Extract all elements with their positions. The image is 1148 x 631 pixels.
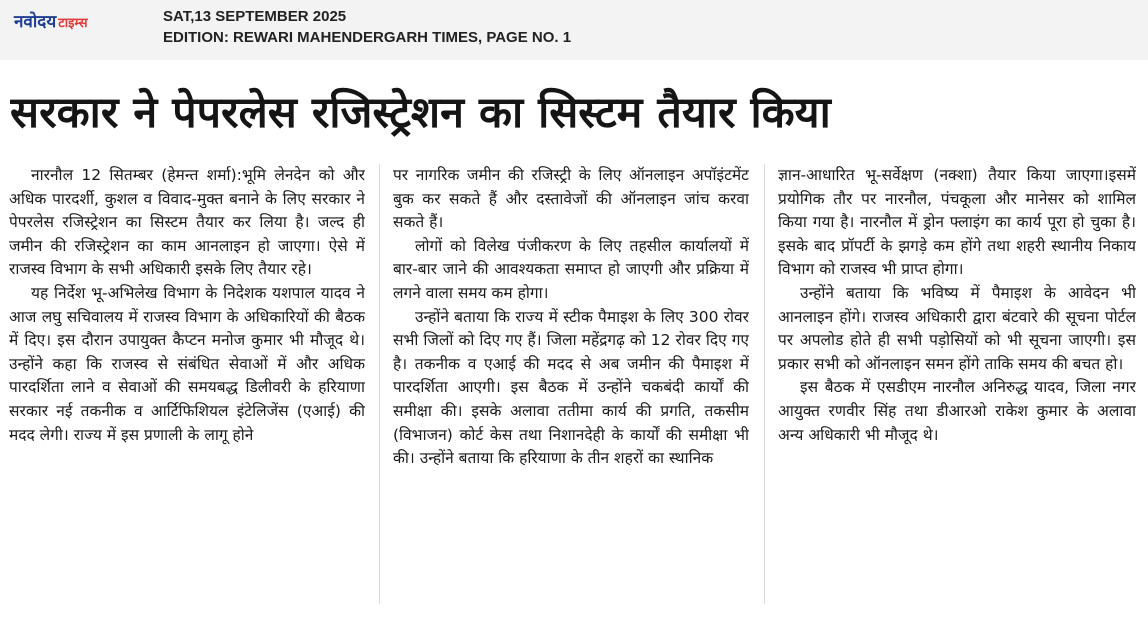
logo-main-text: नवोदय — [14, 12, 57, 32]
edition-header — [0, 0, 1148, 60]
paragraph: उन्होंने बताया कि राज्य में स्टीक पैमाइश के लिए 300 रोवर सभी जिलों को दिए गए हैं। जिला महेंद्रगढ़ को 12 रोवर दिए गए है। तकनीक व एआई की मदद से अब जमीन की पैमाइश में पारदर्शिता आएगी। इस बैठक में उन्होंने चकबंदी कार्यों की समीक्षा की। इसके अलावा ततीमा कार्य की प्रगति, तकसीम (विभाजन) कोर्ट केस तथा निशानदेही के कार्यों की समीक्षा भी की। उन्होंने बताया कि हरियाणा के तीन शहरों का स्थानिक — [393, 307, 749, 468]
logo-sub-text: टाइम्स — [58, 16, 88, 31]
paragraph: पर नागरिक जमीन की रजिस्ट्री के लिए ऑनलाइन अपॉइंटमेंट बुक कर सकते हैं और दस्तावेजों की ऑनलाइन जांच करवा सकते हैं। — [393, 166, 749, 232]
article-headline: सरकार ने पेपरलेस रजिस्ट्रेशन का सिस्टम तैयार किया — [10, 88, 831, 138]
column-divider — [379, 164, 380, 604]
edition-info: EDITION: REWARI MAHENDERGARH TIMES, PAGE NO. 1 — [163, 29, 572, 46]
paragraph: यह निर्देश भू-अभिलेख विभाग के निदेशक यशपाल यादव ने आज लघु सचिवालय में राजस्व विभाग के अधिकारियों की बैठक में दिए। इस दौरान उपायुक्त कैप्टन मनोज कुमार भी मौजूद थे। उन्होंने कहा कि राजस्व से संबंधित सेवाओं में और अधिक पारदर्शिता लाने व सेवाओं की समयबद्ध डिलीवरी के हरियाणा सरकार नई तकनीक व आर्टिफिशियल इंटेलिजेंस (एआई) की मदद लेगी। राज्य में इस प्रणाली के लागू होने — [9, 283, 365, 444]
paragraph: लोगों को विलेख पंजीकरण के लिए तहसील कार्यालयों में बार-बार जाने की आवश्यकता समाप्त हो जाएगी और प्रक्रिया में लगने वाला समय कम होगा। — [393, 236, 749, 302]
paragraph: उन्होंने बताया कि भविष्य में पैमाइश के आवेदन भी आनलाइन होंगे। राजस्व अधिकारी द्वारा बंटवारे की सूचना पोर्टल पर अपलोड होते ही सभी पड़ोसियों को भी सूचना जाएगी। इस प्रकार सभी को ऑनलाइन समन होंगे ताकि समय की बचत हो। — [778, 283, 1136, 373]
paragraph: ज्ञान-आधारित भू-सर्वेक्षण (नक्शा) तैयार किया जाएगा।इसमें प्रयोगिक तौर पर नारनौल, पंचकूला और मानेसर को शामिल किया गया है। नारनौल में ड्रोन फ्लाइंग का कार्य पूरा हो चुका है। इसके बाद प्रॉपर्टी के झगड़े कम होंगे तथा शहरी स्थानीय निकाय विभाग को राजस्व भी प्राप्त होगा। — [778, 166, 1136, 279]
paragraph: इस बैठक में एसडीएम नारनौल अनिरुद्ध यादव, जिला नगर आयुक्त रणवीर सिंह तथा डीआरओ राकेश कुमार के अलावा अन्य अधिकारी भी मौजूद थे। — [778, 378, 1136, 444]
column-divider — [764, 164, 765, 604]
edition-date: SAT,13 SEPTEMBER 2025 — [163, 8, 347, 25]
paragraph: नारनौल 12 सितम्बर (हेमन्त शर्मा):भूमि लेनदेन को और अधिक पारदर्शी, कुशल व विवाद-मुक्त बनाने के लिए सरकार ने पेपरलेस रजिस्ट्रेशन का सिस्टम तैयार कर लिया है। जल्द ही जमीन की रजिस्ट्रेशन का काम आनलाइन हो जाएगा। ऐसे में राजस्व विभाग के सभी अधिकारी इसके लिए तैयार रहे। — [9, 166, 365, 279]
article-column-3 — [778, 164, 1136, 626]
newspaper-logo[interactable] — [14, 9, 88, 32]
article-column-2 — [393, 164, 749, 626]
article-column-1 — [9, 164, 365, 626]
